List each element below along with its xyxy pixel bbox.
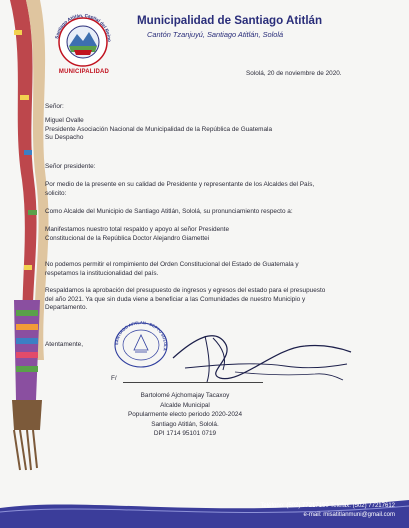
paragraph-budget — [45, 287, 325, 313]
paragraph-line: Constitucional de la República Doctor Alejandro Giamettei — [45, 234, 210, 242]
signer-location: Santiago Atitlán, Sololá. — [151, 420, 219, 428]
paragraph-intro — [45, 181, 314, 198]
paragraph-line: Por medio de la presente en su calidad de Presidente y representante de los Alcaldes del País, — [45, 181, 315, 188]
paragraph-support — [45, 226, 229, 243]
recipient-title: Presidente Asociación Nacional de Municipalidad de la República de Guatemala — [45, 125, 273, 133]
stamp-text: SANTIAGO ATITLAN · DEPTO SOLOLA — [113, 320, 169, 352]
recipient-name: Miguel Ovalle — [45, 117, 84, 124]
paragraph-request: Como Alcalde del Municipio de Santiago Atitlán, Sololá, su pronunciamiento respecto a: — [45, 208, 293, 215]
signature-line — [123, 382, 263, 383]
paragraph-line: solicito: — [45, 189, 67, 197]
official-stamp — [110, 320, 172, 370]
recipient-block — [45, 117, 272, 143]
paragraph-line: Manifestamos nuestro total respaldo y apoyo al señor Presidente — [45, 226, 230, 233]
footer-contact — [260, 502, 395, 519]
letter-date: Sololá, 20 de noviembre de 2020. — [246, 70, 342, 77]
signer-role: Alcalde Municipal — [160, 401, 210, 409]
paragraph-constitutional — [45, 261, 299, 278]
signer-dpi: DPI 1714 95101 0719 — [153, 430, 217, 437]
signer-name: Bartolomé Ajchomajay Tacaxoy — [140, 392, 230, 399]
signature-prefix: F/ — [111, 375, 117, 382]
footer-email: e-mail: misatitlanmuni@gmail.com — [303, 511, 395, 518]
salutation: Señor: — [45, 103, 64, 110]
page-title: Municipalidad de Santiago Atitlán — [137, 14, 323, 27]
signer-block — [110, 391, 260, 439]
paragraph-line: del año 2021. Ya que sin duda viene a beneficiar a las Comunidades de nuestro Municipio y — [45, 295, 306, 303]
paragraph-line: No podemos permitir el rompimiento del Orden Constitucional del Estado de Guatemala y — [45, 261, 299, 268]
paragraph-line: Respaldamos la aprobación del presupuesto de ingresos y egresos del estado para el presupuesto — [45, 287, 326, 294]
paragraph-line: Departamento. — [45, 304, 88, 312]
footer-phones: Teléfono: (502) 77217150 Telefax: (502) 77217612 — [260, 503, 395, 509]
page-subtitle: Cantón Tzanjuyú, Santiago Atitlán, Sololá — [147, 30, 284, 39]
signer-term: Popularmente electo periodo 2020-2024 — [127, 411, 243, 418]
paragraph-line: respetamos la institucionalidad del país. — [45, 269, 159, 277]
logo-caption: MUNICIPALIDAD — [58, 69, 110, 75]
greeting: Señor presidente: — [45, 163, 96, 170]
logo-ring-text: Santiago Atitlán, Capital del Reino — [54, 12, 113, 43]
recipient-office: Su Despacho — [45, 134, 84, 142]
closing: Atentamente, — [45, 341, 84, 348]
